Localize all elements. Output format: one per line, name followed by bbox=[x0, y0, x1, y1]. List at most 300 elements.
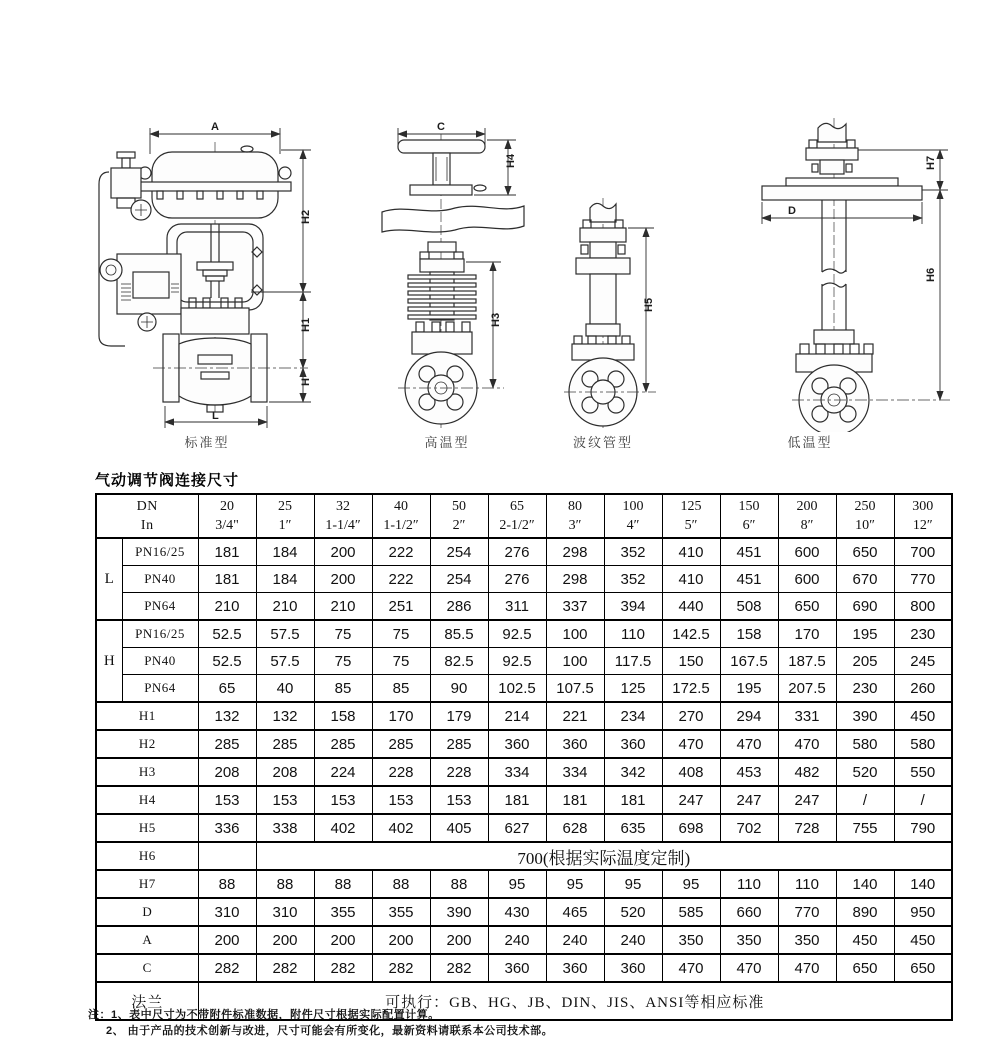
value-cell: 200 bbox=[314, 926, 372, 954]
value-cell: 214 bbox=[488, 702, 546, 730]
table-row bbox=[96, 870, 952, 898]
dim-label-h5: H5 bbox=[643, 297, 655, 312]
value-cell: 75 bbox=[372, 648, 430, 675]
header-dn-value: 300 bbox=[912, 499, 934, 514]
value-cell: 298 bbox=[546, 538, 604, 566]
value-cell: 100 bbox=[546, 648, 604, 675]
value-cell: 360 bbox=[546, 954, 604, 982]
value-cell: 222 bbox=[372, 538, 430, 566]
value-cell: 222 bbox=[372, 566, 430, 593]
value-cell: 336 bbox=[198, 814, 256, 842]
footnote-1: 注：1、表中尺寸为不带附件标准数据，附件尺寸根据实际配置计算。 bbox=[88, 1009, 440, 1021]
header-size-cell bbox=[604, 494, 662, 538]
header-size-cell bbox=[662, 494, 720, 538]
footnote-2: 2、 由于产品的技术创新与改进，尺寸可能会有所变化，最新资料请联系本公司技术部。 bbox=[106, 1025, 554, 1037]
value-cell: 153 bbox=[256, 786, 314, 814]
value-cell: 210 bbox=[198, 593, 256, 621]
value-cell: 92.5 bbox=[488, 648, 546, 675]
value-cell: 57.5 bbox=[256, 648, 314, 675]
value-cell: 65 bbox=[198, 675, 256, 703]
value-cell: 210 bbox=[256, 593, 314, 621]
table-row bbox=[96, 675, 952, 703]
value-cell: 286 bbox=[430, 593, 488, 621]
value-cell: 402 bbox=[314, 814, 372, 842]
value-cell: 285 bbox=[198, 730, 256, 758]
value-cell: 430 bbox=[488, 898, 546, 926]
value-cell: 627 bbox=[488, 814, 546, 842]
table-row bbox=[96, 814, 952, 842]
value-cell: 342 bbox=[604, 758, 662, 786]
value-cell: 230 bbox=[836, 675, 894, 703]
dim-label-l: L bbox=[212, 410, 219, 422]
caption-standard-type: 标准型 bbox=[184, 435, 230, 450]
caption-high-temp-type: 高温型 bbox=[424, 435, 470, 450]
value-cell: 352 bbox=[604, 566, 662, 593]
value-cell: 690 bbox=[836, 593, 894, 621]
value-cell: 270 bbox=[662, 702, 720, 730]
header-size-cell bbox=[198, 494, 256, 538]
value-cell: 350 bbox=[662, 926, 720, 954]
table-row bbox=[96, 842, 952, 870]
value-cell: 470 bbox=[778, 954, 836, 982]
mounting-plate bbox=[762, 186, 922, 200]
value-cell: 360 bbox=[604, 954, 662, 982]
header-dn-in-cell bbox=[96, 494, 198, 538]
value-cell: 90 bbox=[430, 675, 488, 703]
value-cell: 88 bbox=[430, 870, 488, 898]
value-cell: 52.5 bbox=[198, 620, 256, 648]
dim-label-c: C bbox=[437, 121, 445, 133]
value-cell: 282 bbox=[256, 954, 314, 982]
value-cell: 153 bbox=[198, 786, 256, 814]
value-cell: 82.5 bbox=[430, 648, 488, 675]
header-dn-value: 80 bbox=[568, 499, 583, 514]
value-cell: 470 bbox=[720, 730, 778, 758]
row-label-cell: H1 bbox=[96, 702, 198, 730]
caption-low-temp-type: 低温型 bbox=[787, 435, 833, 450]
row-label-cell: H7 bbox=[96, 870, 198, 898]
value-cell: 153 bbox=[314, 786, 372, 814]
value-cell: 200 bbox=[314, 566, 372, 593]
value-cell: 247 bbox=[662, 786, 720, 814]
value-cell: 360 bbox=[488, 954, 546, 982]
value-cell: 153 bbox=[430, 786, 488, 814]
value-cell: 698 bbox=[662, 814, 720, 842]
value-cell: 75 bbox=[314, 648, 372, 675]
value-cell: 88 bbox=[198, 870, 256, 898]
value-cell: 125 bbox=[604, 675, 662, 703]
value-cell: 585 bbox=[662, 898, 720, 926]
value-cell: 282 bbox=[430, 954, 488, 982]
value-cell: 200 bbox=[314, 538, 372, 566]
value-cell: 150 bbox=[662, 648, 720, 675]
value-cell: 110 bbox=[720, 870, 778, 898]
value-cell: 181 bbox=[198, 566, 256, 593]
value-cell: 311 bbox=[488, 593, 546, 621]
row-label-cell: 法兰 bbox=[96, 982, 198, 1020]
value-cell: 338 bbox=[256, 814, 314, 842]
value-cell: 95 bbox=[662, 870, 720, 898]
value-cell: 410 bbox=[662, 566, 720, 593]
header-in-value: 3″ bbox=[568, 518, 582, 533]
value-cell: 334 bbox=[546, 758, 604, 786]
value-cell: 770 bbox=[894, 566, 952, 593]
value-cell: 285 bbox=[256, 730, 314, 758]
value-cell: 294 bbox=[720, 702, 778, 730]
dim-label-h4: H4 bbox=[505, 153, 517, 168]
table-row bbox=[96, 593, 952, 621]
header-in-value: 6″ bbox=[742, 518, 756, 533]
row-label-cell: C bbox=[96, 954, 198, 982]
value-cell: 282 bbox=[198, 954, 256, 982]
value-cell: 310 bbox=[198, 898, 256, 926]
value-cell: 200 bbox=[256, 926, 314, 954]
value-cell: 450 bbox=[836, 926, 894, 954]
header-dn-value: 150 bbox=[738, 499, 760, 514]
low-temp-type-drawing bbox=[750, 112, 960, 432]
value-cell: 628 bbox=[546, 814, 604, 842]
value-cell: 451 bbox=[720, 538, 778, 566]
row-label-cell: H4 bbox=[96, 786, 198, 814]
value-cell: 88 bbox=[314, 870, 372, 898]
value-cell: 117.5 bbox=[604, 648, 662, 675]
row-label-cell: H6 bbox=[96, 842, 198, 870]
header-size-cell bbox=[836, 494, 894, 538]
value-cell: 285 bbox=[430, 730, 488, 758]
value-cell: 276 bbox=[488, 538, 546, 566]
table-row bbox=[96, 898, 952, 926]
value-cell: 470 bbox=[662, 954, 720, 982]
dim-label-h7: H7 bbox=[925, 155, 937, 170]
value-cell: 408 bbox=[662, 758, 720, 786]
value-cell: 140 bbox=[894, 870, 952, 898]
value-cell: 181 bbox=[198, 538, 256, 566]
value-cell: 337 bbox=[546, 593, 604, 621]
header-size-cell bbox=[778, 494, 836, 538]
value-cell: 205 bbox=[836, 648, 894, 675]
value-cell: 350 bbox=[778, 926, 836, 954]
value-cell: 790 bbox=[894, 814, 952, 842]
header-size-cell bbox=[372, 494, 430, 538]
value-cell: 508 bbox=[720, 593, 778, 621]
value-cell: 451 bbox=[720, 566, 778, 593]
value-cell: 107.5 bbox=[546, 675, 604, 703]
value-cell: 224 bbox=[314, 758, 372, 786]
value-cell: 650 bbox=[836, 538, 894, 566]
value-cell: 650 bbox=[894, 954, 952, 982]
value-cell: 75 bbox=[314, 620, 372, 648]
value-cell: 207.5 bbox=[778, 675, 836, 703]
header-dn-value: 20 bbox=[220, 499, 235, 514]
table-row bbox=[96, 786, 952, 814]
value-cell: 200 bbox=[372, 926, 430, 954]
row-label-cell: H3 bbox=[96, 758, 198, 786]
table-row bbox=[96, 758, 952, 786]
value-cell: 102.5 bbox=[488, 675, 546, 703]
value-cell: 240 bbox=[546, 926, 604, 954]
caption-bellows-type: 波纹管型 bbox=[572, 435, 634, 450]
value-cell: 110 bbox=[778, 870, 836, 898]
dim-label-h1: H1 bbox=[300, 317, 312, 332]
table-row bbox=[96, 648, 952, 675]
value-cell: 520 bbox=[836, 758, 894, 786]
value-cell: 85.5 bbox=[430, 620, 488, 648]
table-title: 气动调节阀连接尺寸 bbox=[95, 472, 240, 489]
dim-label-h: H bbox=[300, 378, 312, 386]
value-cell: 728 bbox=[778, 814, 836, 842]
value-cell: 453 bbox=[720, 758, 778, 786]
value-cell: 142.5 bbox=[662, 620, 720, 648]
value-cell: 800 bbox=[894, 593, 952, 621]
value-cell: 228 bbox=[372, 758, 430, 786]
table-row bbox=[96, 702, 952, 730]
value-cell: 247 bbox=[720, 786, 778, 814]
value-cell: 700 bbox=[894, 538, 952, 566]
value-cell: 132 bbox=[256, 702, 314, 730]
value-cell: 282 bbox=[314, 954, 372, 982]
dimension-table-body bbox=[96, 494, 952, 1020]
value-cell: 670 bbox=[836, 566, 894, 593]
value-cell: 85 bbox=[314, 675, 372, 703]
value-cell: 285 bbox=[314, 730, 372, 758]
value-cell: 95 bbox=[546, 870, 604, 898]
value-cell: 153 bbox=[372, 786, 430, 814]
value-cell: 184 bbox=[256, 538, 314, 566]
value-cell: 52.5 bbox=[198, 648, 256, 675]
value-cell: 179 bbox=[430, 702, 488, 730]
value-cell: 95 bbox=[488, 870, 546, 898]
value-cell: 240 bbox=[604, 926, 662, 954]
header-size-cell bbox=[256, 494, 314, 538]
header-dn-value: 32 bbox=[336, 499, 351, 514]
value-cell: 600 bbox=[778, 566, 836, 593]
value-cell: 95 bbox=[604, 870, 662, 898]
value-cell: 470 bbox=[778, 730, 836, 758]
value-cell: 402 bbox=[372, 814, 430, 842]
header-size-cell bbox=[720, 494, 778, 538]
value-cell: 470 bbox=[720, 954, 778, 982]
table-row bbox=[96, 620, 952, 648]
value-cell: 247 bbox=[778, 786, 836, 814]
value-cell: 890 bbox=[836, 898, 894, 926]
dim-label-a: A bbox=[211, 121, 219, 133]
value-cell: 195 bbox=[720, 675, 778, 703]
value-cell: 360 bbox=[488, 730, 546, 758]
value-cell: 352 bbox=[604, 538, 662, 566]
value-cell: 221 bbox=[546, 702, 604, 730]
value-cell: 276 bbox=[488, 566, 546, 593]
value-cell: 702 bbox=[720, 814, 778, 842]
value-cell: 285 bbox=[372, 730, 430, 758]
value-cell: 600 bbox=[778, 538, 836, 566]
dimension-table bbox=[95, 493, 953, 1021]
row-label-cell: D bbox=[96, 898, 198, 926]
value-cell: 580 bbox=[836, 730, 894, 758]
value-cell: 92.5 bbox=[488, 620, 546, 648]
value-cell: 170 bbox=[778, 620, 836, 648]
row-label-cell: PN16/25 bbox=[122, 620, 198, 648]
value-cell: 184 bbox=[256, 566, 314, 593]
value-cell: 254 bbox=[430, 538, 488, 566]
value-cell: 660 bbox=[720, 898, 778, 926]
header-dn-value: 100 bbox=[622, 499, 644, 514]
value-cell: 770 bbox=[778, 898, 836, 926]
value-cell: 88 bbox=[372, 870, 430, 898]
row-label-cell: H5 bbox=[96, 814, 198, 842]
value-cell: 950 bbox=[894, 898, 952, 926]
header-dn-value: 250 bbox=[854, 499, 876, 514]
header-dn-value: 65 bbox=[510, 499, 525, 514]
value-cell: 208 bbox=[198, 758, 256, 786]
value-cell: 208 bbox=[256, 758, 314, 786]
value-cell: 405 bbox=[430, 814, 488, 842]
row-label-cell: PN64 bbox=[122, 593, 198, 621]
row-label-cell: A bbox=[96, 926, 198, 954]
value-cell: 181 bbox=[546, 786, 604, 814]
value-cell: 550 bbox=[894, 758, 952, 786]
value-cell: 635 bbox=[604, 814, 662, 842]
header-in-value: 2″ bbox=[452, 518, 466, 533]
value-cell: / bbox=[894, 786, 952, 814]
value-cell: 158 bbox=[314, 702, 372, 730]
table-row bbox=[96, 954, 952, 982]
value-cell: 170 bbox=[372, 702, 430, 730]
value-cell: 88 bbox=[256, 870, 314, 898]
header-in-value: 12″ bbox=[912, 518, 933, 533]
value-cell: 650 bbox=[778, 593, 836, 621]
table-header-row bbox=[96, 494, 952, 538]
row-label-cell: H2 bbox=[96, 730, 198, 758]
value-cell: 234 bbox=[604, 702, 662, 730]
value-cell: 181 bbox=[604, 786, 662, 814]
value-cell: 355 bbox=[372, 898, 430, 926]
value-cell: 158 bbox=[720, 620, 778, 648]
value-cell: 282 bbox=[372, 954, 430, 982]
table-row bbox=[96, 566, 952, 593]
header-in-value: 8″ bbox=[800, 518, 814, 533]
standard-type-drawing bbox=[95, 112, 325, 432]
value-cell: 200 bbox=[198, 926, 256, 954]
value-cell: 440 bbox=[662, 593, 720, 621]
header-in-value: 4″ bbox=[626, 518, 640, 533]
header-in-value: 5″ bbox=[684, 518, 698, 533]
header-in-value: 10″ bbox=[855, 518, 875, 533]
value-cell: 310 bbox=[256, 898, 314, 926]
value-cell: 57.5 bbox=[256, 620, 314, 648]
merged-value-cell: 700(根据实际温度定制) bbox=[256, 842, 952, 870]
value-cell: 331 bbox=[778, 702, 836, 730]
value-cell: 140 bbox=[836, 870, 894, 898]
header-size-cell bbox=[546, 494, 604, 538]
value-cell: 390 bbox=[430, 898, 488, 926]
header-in-value: 1-1/2″ bbox=[383, 518, 419, 533]
header-dn-value: 50 bbox=[452, 499, 467, 514]
header-size-cell bbox=[430, 494, 488, 538]
row-label-cell: PN16/25 bbox=[122, 538, 198, 566]
value-cell: 195 bbox=[836, 620, 894, 648]
header-dn-value: 25 bbox=[278, 499, 293, 514]
merged-value-cell bbox=[198, 842, 256, 870]
value-cell: 410 bbox=[662, 538, 720, 566]
value-cell: 482 bbox=[778, 758, 836, 786]
value-cell: 755 bbox=[836, 814, 894, 842]
table-row bbox=[96, 730, 952, 758]
value-cell: 167.5 bbox=[720, 648, 778, 675]
value-cell: 172.5 bbox=[662, 675, 720, 703]
row-label-cell: PN40 bbox=[122, 648, 198, 675]
header-dn-value: 200 bbox=[796, 499, 818, 514]
dim-label-h6: H6 bbox=[925, 267, 937, 282]
group-label-cell: L bbox=[96, 538, 122, 620]
value-cell: 228 bbox=[430, 758, 488, 786]
value-cell: 85 bbox=[372, 675, 430, 703]
header-in-value: 3/4" bbox=[215, 518, 239, 533]
value-cell: 470 bbox=[662, 730, 720, 758]
value-cell: 132 bbox=[198, 702, 256, 730]
header-size-cell bbox=[488, 494, 546, 538]
value-cell: 75 bbox=[372, 620, 430, 648]
value-cell: 187.5 bbox=[778, 648, 836, 675]
value-cell: 254 bbox=[430, 566, 488, 593]
value-cell: 230 bbox=[894, 620, 952, 648]
value-cell: 251 bbox=[372, 593, 430, 621]
dim-label-h2: H2 bbox=[300, 209, 312, 224]
value-cell: 110 bbox=[604, 620, 662, 648]
header-size-cell bbox=[314, 494, 372, 538]
table-row bbox=[96, 926, 952, 954]
row-label-cell: PN64 bbox=[122, 675, 198, 703]
value-cell: 334 bbox=[488, 758, 546, 786]
value-cell: 40 bbox=[256, 675, 314, 703]
value-cell: 260 bbox=[894, 675, 952, 703]
value-cell: 200 bbox=[430, 926, 488, 954]
group-label-cell: H bbox=[96, 620, 122, 702]
value-cell: 465 bbox=[546, 898, 604, 926]
value-cell: 181 bbox=[488, 786, 546, 814]
row-label-cell: PN40 bbox=[122, 566, 198, 593]
value-cell: 350 bbox=[720, 926, 778, 954]
merged-value-cell: 可执行：GB、HG、JB、DIN、JIS、ANSI等相应标准 bbox=[198, 982, 952, 1020]
header-in-value: 1″ bbox=[278, 518, 292, 533]
header-in-value: 2-1/2″ bbox=[499, 518, 535, 533]
header-size-cell bbox=[894, 494, 952, 538]
table-row bbox=[96, 538, 952, 566]
value-cell: 210 bbox=[314, 593, 372, 621]
value-cell: 298 bbox=[546, 566, 604, 593]
high-temp-type-drawing bbox=[370, 112, 555, 432]
value-cell: 580 bbox=[894, 730, 952, 758]
value-cell: 520 bbox=[604, 898, 662, 926]
value-cell: 100 bbox=[546, 620, 604, 648]
bellows-type-drawing bbox=[550, 112, 710, 432]
dim-label-h3: H3 bbox=[490, 312, 502, 327]
header-dn-value: 125 bbox=[680, 499, 702, 514]
header-in-label: In bbox=[140, 518, 154, 533]
header-dn-label: DN bbox=[136, 499, 158, 514]
value-cell: 245 bbox=[894, 648, 952, 675]
value-cell: 360 bbox=[604, 730, 662, 758]
value-cell: 360 bbox=[546, 730, 604, 758]
value-cell: 650 bbox=[836, 954, 894, 982]
value-cell: 240 bbox=[488, 926, 546, 954]
dim-label-d: D bbox=[788, 205, 796, 217]
value-cell: 390 bbox=[836, 702, 894, 730]
value-cell: / bbox=[836, 786, 894, 814]
value-cell: 450 bbox=[894, 926, 952, 954]
header-dn-value: 40 bbox=[394, 499, 409, 514]
value-cell: 355 bbox=[314, 898, 372, 926]
header-in-value: 1-1/4″ bbox=[325, 518, 361, 533]
